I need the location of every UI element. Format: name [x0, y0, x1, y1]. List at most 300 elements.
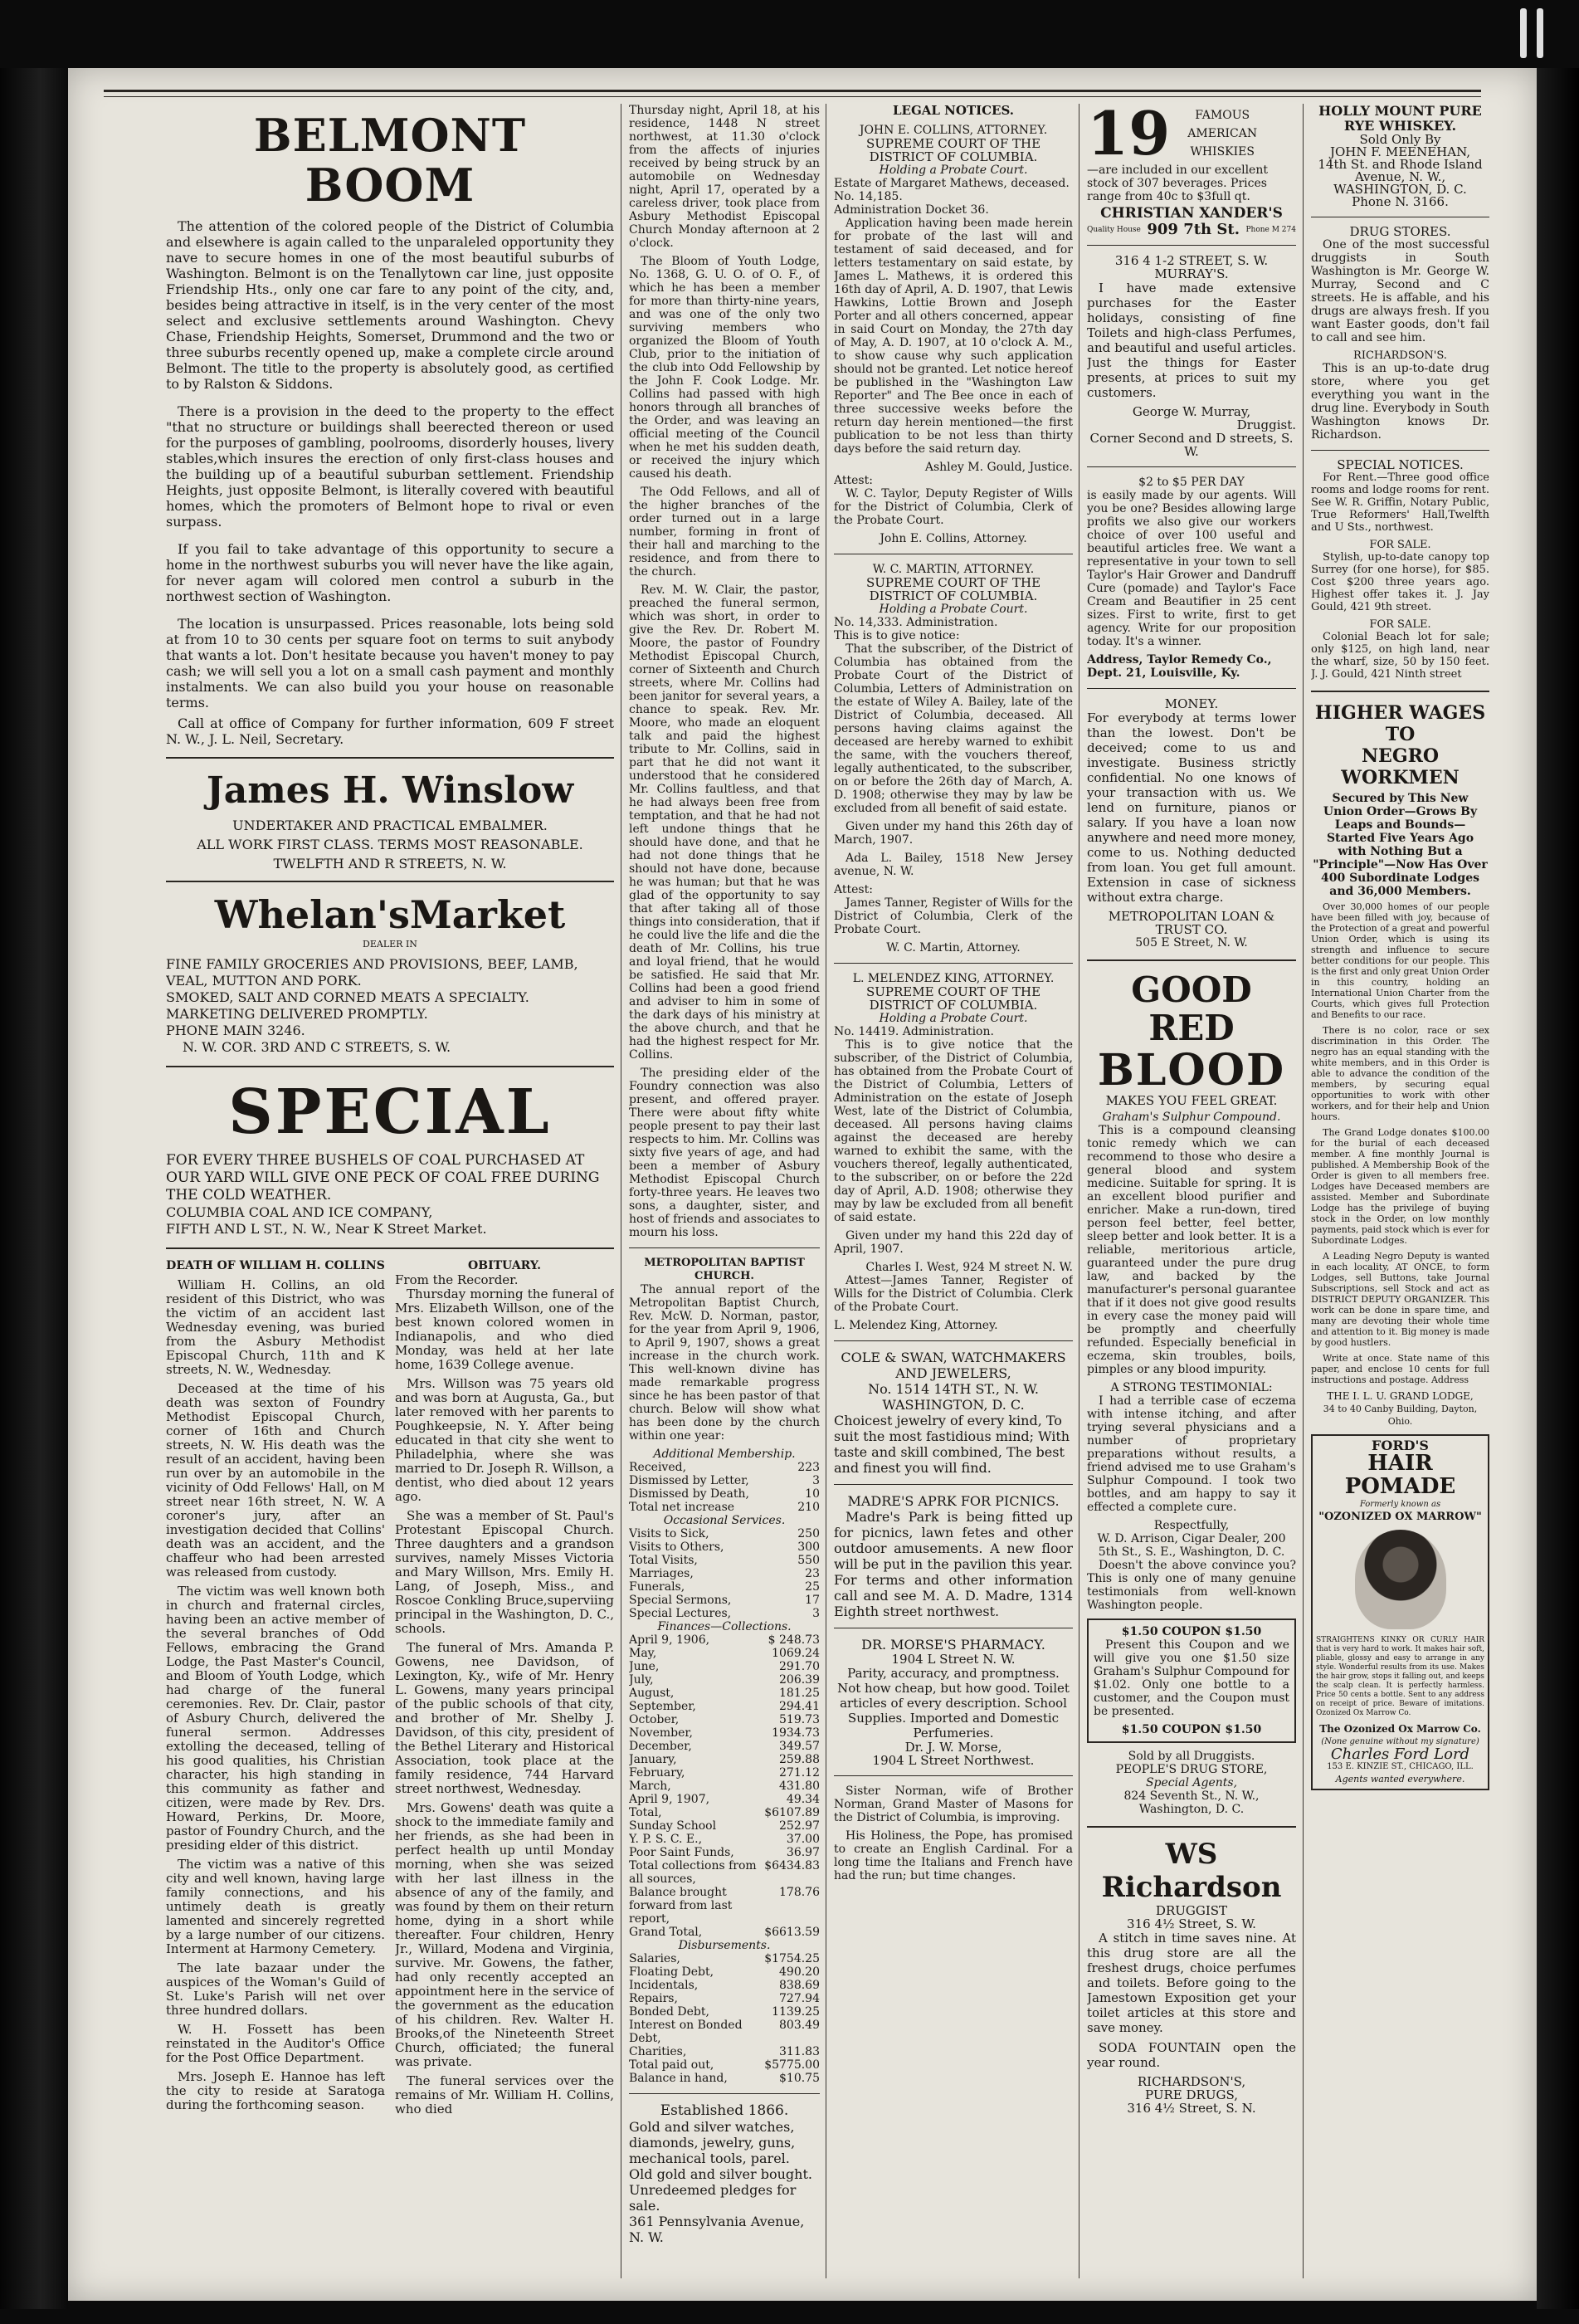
court: SUPREME COURT OF THE DISTRICT OF COLUMBIA.: [865, 984, 1041, 1013]
header-rule: [104, 96, 1481, 97]
attest: Attest:: [834, 474, 873, 487]
row-label: Visits to Others,: [629, 1540, 724, 1554]
divider: [1311, 450, 1489, 451]
collins-article: [166, 1259, 385, 2121]
row-value: 25: [805, 1580, 820, 1594]
row-value: 37.00: [786, 1833, 820, 1846]
divider: [629, 1247, 820, 1248]
row-value: 210: [797, 1501, 820, 1514]
peoples-addr: 824 Seventh St., N. W., Washington, D. C.: [1123, 1789, 1260, 1816]
row-value: 178.76: [779, 1886, 820, 1899]
table-heading: Additional Membership.: [653, 1448, 796, 1461]
wages-name: THE I. L. U. GRAND LODGE,: [1327, 1390, 1474, 1402]
two-column-section: [166, 1259, 614, 2121]
row-label: December,: [629, 1740, 692, 1753]
row-label: Sunday School: [629, 1819, 717, 1833]
column-5: [1311, 104, 1489, 2287]
special-line: FOR EVERY THREE BUSHELS OF COAL PURCHASED AT OUR YARD WILL GIVE ONE PECK OF COAL FREE DURING THE COLD WEATHER.: [166, 1152, 600, 1204]
divider: [1087, 688, 1296, 689]
church-title: METROPOLITAN BAPTIST CHURCH.: [644, 1257, 805, 1282]
coupon-body: Present this Coupon and we will give you one $1.50 size Graham's Sulphur Compound for $1.02. Only one bottle to a customer, and the Coupon must be presented.: [1094, 1638, 1289, 1718]
notice: This is to give notice:: [834, 629, 960, 642]
docket: Administration Docket 36.: [834, 203, 989, 217]
coupon-bottom: $1.50 COUPON $1.50: [1121, 1723, 1262, 1736]
article-para: The funeral services over the remains of Mr. William H. Collins, who died: [395, 2073, 614, 2116]
finances-table: [629, 1633, 820, 1939]
testimonial-body: I had a terrible case of eczema with intense itching, and after trying several physicians and a number of proprietary preparations without results, a friend advised me to use Graham's Sulphur Compound. I took two bottles, and am happy to say it effected a complete cure.: [1087, 1394, 1296, 1514]
table-row: [629, 1501, 820, 1514]
row-label: March,: [629, 1780, 671, 1793]
signature: Charles I. West, 924 M street N. W.: [865, 1261, 1073, 1274]
table-row: [629, 2045, 820, 2058]
pawn-line: Gold and silver watches, diamonds, jewelry, guns, mechanical tools, parel.: [629, 2119, 796, 2166]
table-row: [629, 1527, 820, 1540]
row-label: Total Visits,: [629, 1554, 698, 1567]
brief: Sister Norman, wife of Brother Norman, Grand Master of Masons for the District of Columbia, is improving.: [834, 1784, 1073, 1824]
divider: [834, 963, 1073, 964]
row-label: April 9, 1906,: [629, 1633, 710, 1647]
table-row: [629, 1540, 820, 1554]
row-label: Dismissed by Letter,: [629, 1474, 749, 1487]
row-value: $6434.83: [764, 1859, 820, 1872]
attorney: L. MELENDEZ KING, ATTORNEY.: [852, 972, 1055, 985]
row-label: Visits to Sick,: [629, 1527, 709, 1540]
belmont-para: The attention of the colored people of the District of Columbia and elsewhere is again called to the unparaleled opportunity they nave to secure homes in one of the most beautiful suburbs of Washington. Belmont is on the Tenallytown car line, just opposite Friendship Hts., only one car fare to any point of the city, and, besides being attractive in itself, is in the very center of the most select and exclusive settlements around Washington. Chevy Chase, Friendship Heights, Somerset, Drummond and the two or three suburbs recently opened up, make a complete circle around Belmont. The title to the property is absolutely good, as certified to by Ralston & Siddons.: [166, 218, 614, 392]
pharmacy-addr2: 1904 L Street Northwest.: [872, 1753, 1035, 1768]
table-row: [629, 2058, 820, 2072]
wages-body: The Grand Lodge donates $100.00 for the burial of each deceased member. A fine monthly Journal is published. A Membership Book of the Order is given to all members free. Lodges have Deceased members are assisted. Member and Subordinate Lodge has the privilege of buying stock in the Order, on low monthly payments, paid stock which is ever for Subordinate Lodges.: [1311, 1127, 1489, 1246]
article-para: Mrs. Willson was 75 years old and was born at Augusta, Ga., but later removed with her parents to Poughkeepsie, N. Y. After being educated in that city she went to Philadelphia, where she was married to Dr. Joseph R. Willson, a dentist, who died about 12 years ago.: [395, 1376, 614, 1504]
winslow-line: UNDERTAKER AND PRACTICAL EMBALMER.: [232, 818, 548, 833]
table-row: [629, 1567, 820, 1580]
table-row: [629, 1846, 820, 1859]
park-title: MADRE'S APRK FOR PICNICS.: [847, 1493, 1060, 1509]
row-value: 727.94: [779, 1992, 820, 2005]
pharmacy-body: Parity, accuracy, and promptness. Not how cheap, but how good. Toilet articles of every description. School Supplies. Imported and Domestic Perfumeries.: [837, 1666, 1070, 1741]
belmont-para: If you fail to take advantage of this opportunity to secure a home in the northwest suburbs you will never have the like again, for never agam will colored men control a suburb in the northwest section of Washington.: [166, 541, 614, 604]
blood-title: GOOD RED: [1131, 969, 1252, 1048]
notice-body: That the subscriber, of the District of Columbia has obtained from the Probate Court of the District of Columbia, Letters of Administration on the estate of Wiley A. Bailey, late of the District of Columbia, deceased. All persons having claims against the deceased are hereby warned to exhibit the same, with the vouchers thereof, legally authenticated, to the subscriber, on or before the 26th day of March, A. D. 1908; otherwise they may by law be excluded from all benefit of said estate.: [834, 642, 1073, 815]
row-value: 1934.73: [772, 1726, 820, 1740]
divider: [1311, 691, 1489, 692]
wages-body: Over 30,000 homes of our people have been filled with joy, because of the Protection of a great and powerful Union Order, which is using its strength and influence to secure better conditions for our people. This is the first and only great Union Order in this country, holding an International Union Charter from the Courts, which gives full Protection and Benefits to our race.: [1311, 901, 1489, 1020]
table-row: [629, 1474, 820, 1487]
case-no: No. 14,185.: [834, 190, 903, 203]
article-para: Rev. M. W. Clair, the pastor, preached the funeral sermon, which was short, in order to give the Rev. Dr. Robert M. Moore, the pastor of Foundry Methodist Episcopal Church, corner of Sixteenth and Church streets, where Mr. Collins had been janitor for several years, a chance to speak. Rev. Mr. Moore, who made an eloquent talk and paid the highest tribute to Mr. Collins, said in part that he did not want it understood that he considered Mr. Collins faultless, and that he had always been free from temptation, and that he had not left undone things that he should have done, and that he had not done things that he should not have done, because he was human; but that he was glad of the opportunity to say that after taking all of those things into consideration, that if he could live the life and die the death of Mr. Collins, his true and loyal friend, that he would be satisfied. He said that Mr. Collins had been a good friend and adviser to him in some of the dark days of his ministry at the above church, and that he had the highest respect for Mr. Collins.: [629, 583, 820, 1062]
belmont-title: BELMONT BOOM: [253, 109, 527, 212]
obituary-article: [395, 1259, 614, 2121]
pomade-body: STRAIGHTENS KINKY OR CURLY HAIR that is very hard to work. It makes hair soft, pliable, glossy and easy to arrange in any style. Wonderful results from its use. Makes the hair grow, stops it falling out, and keeps the scalp clean. It is perfectly harmless. Price 50 cents a bottle. Sent to any address on receipt of price. Beware of imitations. Ozonized Ox Marrow Co.: [1316, 1636, 1484, 1717]
row-label: Incidentals,: [629, 1979, 699, 1992]
page-edge: [1537, 68, 1579, 2309]
row-value: 838.69: [779, 1979, 820, 1992]
whiskey-famous: FAMOUS AMERICAN WHISKIES: [1187, 109, 1258, 159]
table-row: [629, 1806, 820, 1819]
row-label: Bonded Debt,: [629, 2005, 709, 2019]
holly-phone: Phone N. 3166.: [1352, 194, 1449, 209]
row-value: 1139.25: [772, 2005, 820, 2019]
clip: [1537, 8, 1543, 58]
table-row: [629, 1687, 820, 1700]
row-label: September,: [629, 1700, 696, 1713]
row-value: 311.83: [779, 2045, 820, 2058]
pomade-ox: "OZONIZED OX MARROW": [1318, 1511, 1482, 1523]
pomade-company: The Ozonized Ox Marrow Co.: [1319, 1723, 1481, 1735]
table-row: [629, 1965, 820, 1979]
divider: [834, 1484, 1073, 1485]
row-label: Repairs,: [629, 1992, 678, 2005]
forsale-body: Stylish, up-to-date canopy top Surrey (for one horse), for $85. Cost $200 three years ago. Highest offer takes it. J. Jay Gould, 421 9th street.: [1311, 551, 1489, 613]
case-no: No. 14419. Administration.: [834, 1025, 994, 1038]
row-label: April 9, 1907,: [629, 1793, 710, 1806]
article-para: Thursday night, April 18, at his residence, 1448 N street northwest, at 11.30 o'clock from the affects of injuries received by being struck by an automobile on Wednesday night, April 17, operated by a careless driver, took place from Asbury Methodist Episcopal Church Monday afternoon at 2 o'clock.: [629, 104, 820, 250]
attorney-sign: W. C. Martin, Attorney.: [886, 941, 1021, 954]
pawn-title: Established 1866.: [660, 2102, 789, 2119]
jeweler-addr: No. 1514 14TH ST., N. W. WASHINGTON, D. C.: [868, 1381, 1039, 1413]
divider: [1087, 466, 1296, 467]
row-label: November,: [629, 1726, 693, 1740]
richardson-soda: SODA FOUNTAIN open the year round.: [1087, 2040, 1296, 2070]
row-label: Balance in hand,: [629, 2072, 728, 2085]
holly-name: JOHN F. MEENEHAN,: [1329, 144, 1471, 159]
article-para: Mrs. Joseph E. Hannoe has left the city to reside at Saratoga during the forthcoming season.: [166, 2069, 385, 2112]
table-row: [629, 1554, 820, 1567]
row-label: Special Lectures,: [629, 1607, 732, 1620]
taylor-addr: Address, Taylor Remedy Co., Dept. 21, Louisville, Ky.: [1087, 653, 1272, 680]
table-row: [629, 1647, 820, 1660]
row-value: 300: [797, 1540, 820, 1554]
attest: Attest:: [834, 883, 873, 896]
row-value: $10.75: [779, 2072, 820, 2085]
pomade-ad: [1311, 1434, 1489, 1790]
divider: [166, 1247, 614, 1249]
notices-title: SPECIAL NOTICES.: [1337, 457, 1464, 472]
richardson-addr2: 316 4½ Street, S. N.: [1127, 2101, 1256, 2116]
membership-table: [629, 1461, 820, 1514]
murray-corner: Corner Second and D streets, S. W.: [1089, 431, 1294, 459]
disbursements-table: [629, 1952, 820, 2085]
wages-sub: Secured by This New Union Order—Grows By Leaps and Bounds—Started Five Years Ago with Nothing But a "Principle"—Now Has Over 400 Subordinate Lodges and 36,000 Members.: [1313, 792, 1488, 898]
pomade-title: FORD'S: [1372, 1438, 1429, 1453]
row-value: 181.25: [779, 1687, 820, 1700]
given: Given under my hand this 22d day of April, 1907.: [834, 1229, 1073, 1256]
table-row: [629, 1461, 820, 1474]
taylor-head: $2 to $5 PER DAY: [1138, 476, 1245, 489]
article-para: Mrs. Gowens' death was quite a shock to the immediate family and her friends, as she had been in perfect health up until Monday morning, when she was seized with her last illness in the absence of any of the family, and was found by them on their return home, dying in a short while thereafter. Four children, Henry Jr., Willard, Modena and Virginia, survive. Mr. Gowens, the father, had only recently accepted an appointment here in the service of the government as the education of his children. Rev. Walter H. Brooks,of the Nineteenth Street Church, officiated; the funeral was private.: [395, 1800, 614, 2069]
article-para: The victim was a native of this city and well known, having large family connections, and his untimely death is greatly lamented and sincerely regretted by a large number of our citizens. Interment at Harmony Cemetery.: [166, 1857, 385, 1956]
pharmacy-title: DR. MORSE'S PHARMACY.: [861, 1637, 1045, 1653]
row-value: 349.57: [779, 1740, 820, 1753]
row-label: Total net increase: [629, 1501, 735, 1514]
whelan-line: PHONE MAIN 3246.: [166, 1023, 305, 1038]
row-label: Grand Total,: [629, 1926, 703, 1939]
taylor-body: is easily made by our agents. Will you be one? Besides allowing large profits we also give our workers choice of over 100 useful and beautiful articles free. We want a representative in your town to sell Taylor's Hair Grower and Dandruff Cure (pomade) and Taylor's Face Cream and Beautifier in 25 cent sizes. First to write, first to get agency. Write for our proposition today. It's a winner.: [1087, 489, 1296, 648]
article-para: The presiding elder of the Foundry connection was also present, and offered prayer. There were about fifty white people present to pay their last respects to him. Mr. Collins was sixty five years of age, and had been a member of Asbury Methodist Episcopal Church forty-three years. He leaves two sons, a daughter, sister, and host of friends and associates to mourn his loss.: [629, 1067, 820, 1239]
pomade-agents: Agents wanted everywhere.: [1335, 1774, 1465, 1784]
park-body: Madre's Park is being fitted up for picnics, lawn fetes and other outdoor amusements. A new floor will be put in the pavilion this year. For terms and other information call and see M. A. D. Madre, 1314 Eighth street northwest.: [834, 1509, 1073, 1619]
winslow-title: James H. Winslow: [206, 769, 574, 812]
whiskey-footer: [1087, 223, 1296, 237]
row-label: Dismissed by Death,: [629, 1487, 749, 1501]
table-row: [629, 1819, 820, 1833]
table-row: [629, 1766, 820, 1780]
table-row: [629, 1607, 820, 1620]
portrait-image: [1355, 1530, 1446, 1629]
row-value: 206.39: [779, 1673, 820, 1687]
whiskey-body: —are included in our excellent stock of 307 beverages. Prices range from 40c to $3full qt.: [1087, 164, 1268, 203]
services-table: [629, 1527, 820, 1620]
row-value: 250: [797, 1527, 820, 1540]
whelan-line: SMOKED, SALT AND CORNED MEATS A SPECIALTY.: [166, 989, 529, 1005]
row-label: Total paid out,: [629, 2058, 714, 2072]
quality-house: Quality House: [1087, 226, 1141, 234]
table-row: [629, 1753, 820, 1766]
forsale-title: FOR SALE.: [1369, 618, 1431, 631]
wages-body: A Leading Negro Deputy is wanted in each locality, AT ONCE, to form Lodges, sell Buttons, take Journal Subscriptions, sell Stock and act as DISTRICT DEPUTY ORGANIZER. This work can be done in spare time, and many are devoting their whole time and attention to it. Big money is made by good hustlers.: [1311, 1251, 1489, 1348]
coupon-top: $1.50 COUPON $1.50: [1121, 1625, 1262, 1638]
register: W. C. Taylor, Deputy Register of Wills for the District of Columbia, Clerk of the Probate Court.: [834, 487, 1073, 527]
row-value: $ 248.73: [768, 1633, 820, 1647]
money-title: MONEY.: [1164, 696, 1219, 711]
pawn-line: Unredeemed pledges for sale.: [629, 2182, 797, 2214]
row-label: Floating Debt,: [629, 1965, 714, 1979]
drug-title: DRUG STORES.: [1349, 224, 1451, 239]
table-heading: Occasional Services.: [663, 1514, 786, 1527]
murray-name: MURRAY'S.: [1154, 266, 1229, 281]
row-label: Received,: [629, 1461, 687, 1474]
pomade-formerly: Formerly known as: [1359, 1500, 1441, 1509]
row-value: $6613.59: [764, 1926, 820, 1939]
row-value: 1069.24: [772, 1647, 820, 1660]
pomade-signature: Charles Ford Lord: [1330, 1745, 1470, 1763]
sold-by: Sold by all Druggists.: [1128, 1750, 1255, 1763]
row-label: June,: [629, 1660, 660, 1673]
table-row: [629, 1700, 820, 1713]
special-line: FIFTH AND L ST., N. W., Near K Street Market.: [166, 1221, 487, 1237]
testimonial-title: A STRONG TESTIMONIAL:: [1110, 1381, 1273, 1394]
table-row: [629, 1926, 820, 1939]
table-row: [629, 1793, 820, 1806]
row-label: Funerals,: [629, 1580, 685, 1594]
signature: Ada L. Bailey, 1518 New Jersey avenue, N. W.: [834, 852, 1073, 878]
table-row: [629, 1726, 820, 1740]
winslow-line: ALL WORK FIRST CLASS. TERMS MOST REASONABLE.: [197, 837, 583, 852]
whiskey-ad: [1087, 104, 1296, 168]
divider: [166, 1066, 614, 1067]
divider: [166, 757, 614, 759]
holly-sold: Sold Only By: [1359, 132, 1441, 147]
case-no: No. 14,333. Administration.: [834, 616, 998, 629]
attorney: W. C. MARTIN, ATTORNEY.: [872, 563, 1035, 576]
whiskey-phone: Phone M 274: [1245, 226, 1296, 234]
pawn-line: Old gold and silver bought.: [629, 2166, 812, 2182]
table-row: [629, 1713, 820, 1726]
row-value: 291.70: [779, 1660, 820, 1673]
wages-title: NEGRO WORKMEN: [1341, 745, 1460, 788]
given: Given under my hand this 26th day of March, 1907.: [834, 820, 1073, 847]
divider: [629, 2093, 820, 2094]
row-value: $6107.89: [764, 1806, 820, 1819]
table-row: [629, 1833, 820, 1846]
article-para: W. H. Fossett has been reinstated in the Auditor's Office for the Post Office Department.: [166, 2022, 385, 2065]
table-row: [629, 1487, 820, 1501]
row-value: $5775.00: [764, 2058, 820, 2072]
richardson-pure: PURE DRUGS,: [1145, 2087, 1238, 2102]
row-label: Total collections from all sources,: [629, 1859, 757, 1886]
row-value: 10: [805, 1487, 820, 1501]
row-label: Special Sermons,: [629, 1594, 732, 1607]
whiskey-name: CHRISTIAN XANDER'S: [1100, 205, 1283, 222]
whelan-title: Whelan'sMarket: [214, 892, 566, 937]
notice-body: This is to give notice that the subscriber, of the District of Columbia, has obtained from the Probate Court of the District of Columbia, Letters of Administration on the estate of Joseph West, late of the District of Columbia, deceased. All persons having claims against the deceased are hereby warned to exhibit the same, with the vouchers thereof, legally authenticated, to the subscriber, on or before the 22d day of April, A.D. 1908; otherwise they may by law be excluded from all benefit of said estate.: [834, 1038, 1073, 1224]
row-label: Balance brought forward from last report,: [629, 1886, 733, 1926]
money-name: METROPOLITAN LOAN & TRUST CO.: [1108, 909, 1275, 937]
table-row: [629, 1660, 820, 1673]
divider: [1087, 245, 1296, 246]
table-row: [629, 1979, 820, 1992]
whelan-line: N. W. COR. 3RD AND C STREETS, S. W.: [183, 1039, 451, 1055]
row-value: 3: [812, 1474, 820, 1487]
column-3: [834, 104, 1073, 2287]
holding: Holding a Probate Court.: [879, 603, 1028, 616]
row-value: 294.41: [779, 1700, 820, 1713]
article-title: OBITUARY.: [468, 1259, 541, 1272]
holly-city: WASHINGTON, D. C.: [1333, 182, 1467, 197]
testimonial-resp: Respectfully,: [1153, 1519, 1230, 1532]
row-label: Charities,: [629, 2045, 687, 2058]
row-value: 271.12: [779, 1766, 820, 1780]
money-body: For everybody at terms lower than the lowest. Don't be deceived; come to us and investigate. Business strictly confidential. No one knows of your transaction with us. We lend on furniture, pianos or salary. If you have a loan now anywhere and need more money, come to us. Nothing deducted from loan. You get full amount. Extension in case of sickness without extra charge.: [1087, 710, 1296, 905]
holly-title: HOLLY MOUNT PURE RYE WHISKEY.: [1318, 104, 1482, 134]
row-value: 550: [797, 1554, 820, 1567]
richardson-name: RICHARDSON'S,: [1137, 2074, 1246, 2089]
row-value: 223: [797, 1461, 820, 1474]
register: James Tanner, Register of Wills for the District of Columbia, Clerk of the Probate Court.: [834, 896, 1073, 936]
row-value: 23: [805, 1567, 820, 1580]
drug-body: One of the most successful druggists in South Washington is Mr. George W. Murray, Second and C streets. He is affable, and his drugs are always fresh. If you want Easter goods, don't fail to call and see him.: [1311, 238, 1489, 344]
special-line: COLUMBIA COAL AND ICE COMPANY,: [166, 1204, 433, 1220]
pharmacy-name: Dr. J. W. Morse,: [904, 1740, 1002, 1755]
jeweler-title: COLE & SWAN, WATCHMAKERS AND JEWELERS,: [841, 1350, 1066, 1381]
row-label: May,: [629, 1647, 657, 1660]
richardson-addr: 316 4½ Street, S. W.: [1127, 1916, 1256, 1931]
row-value: 3: [812, 1607, 820, 1620]
row-value: 490.20: [779, 1965, 820, 1979]
murray-addr: 316 4 1-2 STREET, S. W.: [1114, 253, 1269, 268]
wages-body: There is no color, race or sex discrimination in this Order. The negro has an equal standing with the white members, and in this Order is able to advance the condition of the members, by securing equal opportunities to work with other workers, and for their help and Union hours.: [1311, 1025, 1489, 1122]
row-label: Marriages,: [629, 1567, 694, 1580]
article-para: The funeral of Mrs. Amanda P. Gowens, nee Davidson, of Lexington, Ky., wife of Mr. Henry L. Gowens, many years principal of the public schools of that city, and brother of Mr. Shelby J. Davidson, of this city, president of the Bethel Literary and Historical Association, took place at the family residence, 744 Harvard street northwest, Wednesday.: [395, 1640, 614, 1796]
article-para: She was a member of St. Paul's Protestant Episcopal Church. Three daughters and a grandson survives, namely Misses Victoria and Mary Willson, Mrs. Emily H. Lang, of Joseph, Miss., and Roscoe Conkling Bruce,superviing principal in the Washington, D. C., schools.: [395, 1508, 614, 1636]
murray-sign: George W. Murray,: [1132, 404, 1251, 419]
article-para: The victim was well known both in church and fraternal circles, having been an active member of the several branches of Odd Fellows, embracing the Grand Lodge, the Past Master's Council, and Bloom of Youth Lodge, which had charge of the funeral ceremonies. Rev. Dr. Clair, pastor of Asbury Church, delivered the funeral sermon. Addresses extolling the deceased, telling of his good qualities, his Christian character, his high standing in this community as father and citizen, were made by Rev. Drs. Howard, Perkins, Dr. Moore, pastor of Foundry Church, and the presiding elder of this district.: [166, 1584, 385, 1853]
table-row: [629, 2072, 820, 2085]
row-value: 519.73: [779, 1713, 820, 1726]
table-row: [629, 2005, 820, 2019]
special-title: SPECIAL: [228, 1077, 552, 1148]
peoples-agents: Special Agents,: [1145, 1776, 1238, 1789]
holding: Holding a Probate Court.: [879, 164, 1028, 177]
row-label: Y. P. S. C. E.,: [629, 1833, 703, 1846]
table-row: [629, 1673, 820, 1687]
header-rule: [104, 90, 1481, 92]
pharmacy-addr: 1904 L Street N. W.: [891, 1652, 1016, 1667]
divider: [834, 1340, 1073, 1341]
divider: [834, 1775, 1073, 1776]
row-value: $1754.25: [764, 1952, 820, 1965]
pomade-title: HAIR POMADE: [1344, 1451, 1456, 1499]
row-label: Interest on Bonded Debt,: [629, 2019, 743, 2045]
notices-body: For Rent.—Three good office rooms and lodge rooms for rent. See W. R. Griffin, Notary Public, True Reformers' Hall,Twelfth and U Sts., northwest.: [1311, 471, 1489, 534]
table-row: [629, 1780, 820, 1793]
whelan-dealer: DEALER IN: [363, 939, 417, 950]
row-label: February,: [629, 1766, 685, 1780]
richardson-body: A stitch in time saves nine. At this drug store are all the freshest drugs, choice perfumes and toilets. Before going to the Jamestown Exposition get your toilet articles at this store and save money.: [1087, 1931, 1296, 2035]
table-row: [629, 1740, 820, 1753]
article-para: The late bazaar under the auspices of the Woman's Guild of St. Luke's Parish will net over three hundred dollars.: [166, 1960, 385, 2018]
whiskey-number: 19: [1087, 104, 1171, 168]
row-label: October,: [629, 1713, 680, 1726]
row-value: 431.80: [779, 1780, 820, 1793]
attorney-sign: John E. Collins, Attorney.: [880, 532, 1027, 545]
row-label: Poor Saint Funds,: [629, 1846, 734, 1859]
coupon[interactable]: [1087, 1618, 1296, 1743]
richardson-druggist: DRUGGIST: [1155, 1903, 1228, 1918]
wages-title: HIGHER WAGES TO: [1314, 702, 1486, 745]
peoples-name: PEOPLE'S DRUG STORE,: [1115, 1763, 1268, 1776]
court: SUPREME COURT OF THE DISTRICT OF COLUMBIA.: [865, 575, 1041, 603]
jeweler-verse: Choicest jewelry of every kind, To suit the most fastidious mind; With taste and skill combined, The best and finest you will find.: [834, 1413, 1070, 1476]
notice-body: Application having been made herein for probate of the last will and testament of said deceased, and for letters testamentary on said estate, by James L. Mathews, it is ordered this 16th day of April, A. D. 1907, that Lewis Hawkins, Lottie Brown and Joseph Porter and all others concerned, appear in said Court on Monday, the 27th day of May, A. D. 1907, at 10 o'clock A. M., to show cause why such application should not be granted. Let notice hereof be published in the "Washington Law Reporter" and The Bee once in each of three successive weeks before the return day herein mentioned—the first publication to be not less than thirty days before the said return day.: [834, 217, 1073, 456]
attest: Attest—James Tanner, Register of Wills for the District of Columbia. Clerk of the Probate Court.: [834, 1274, 1073, 1314]
article-para: Deceased at the time of his death was sexton of Foundry Methodist Episcopal Church, corner of 16th and Church streets, N. W. His death was the result of an accident, having been run over by an automobile in the vicinity of Odd Fellows' Hall, on M street near 16th street, N. W. A coroner's jury, after an investigation decided that Collins' death was an accident, and the chaffeur who had been arrested was released from custody.: [166, 1381, 385, 1579]
pawn-line: 361 Pennsylvania Avenue, N. W.: [629, 2214, 805, 2245]
table-heading: Finances—Collections.: [657, 1620, 792, 1633]
column-rule: [1303, 104, 1304, 2278]
court: SUPREME COURT OF THE DISTRICT OF COLUMBIA.: [865, 136, 1041, 164]
divider: [1087, 1826, 1296, 1828]
blood-compound: Graham's Sulphur Compound.: [1102, 1111, 1281, 1124]
row-label: Salaries,: [629, 1952, 680, 1965]
table-row: [629, 1859, 820, 1886]
article-para: The Odd Fellows, and all of the higher branches of the order turned out in a large number, forming in front of their hall and marching to the residence, and from there to the church.: [629, 486, 820, 579]
legal-title: LEGAL NOTICES.: [892, 104, 1015, 118]
estate: Estate of Margaret Mathews, deceased.: [834, 177, 1070, 190]
murray-druggist: Druggist.: [1236, 417, 1296, 432]
richardson-title: WS Richardson: [1101, 1838, 1282, 1904]
money-addr: 505 E Street, N. W.: [1135, 936, 1248, 950]
article-title: DEATH OF WILLIAM H. COLLINS: [166, 1259, 385, 1272]
wages-addr: 34 to 40 Canby Building, Dayton, Ohio.: [1323, 1404, 1478, 1427]
book-binding: [0, 68, 68, 2309]
table-heading: Disbursements.: [678, 1939, 771, 1952]
row-label: January,: [629, 1753, 677, 1766]
whiskey-addr: 909 7th St.: [1147, 221, 1240, 238]
testimonial-name: W. D. Arrison, Cigar Dealer, 200 5th St., S. E., Washington, D. C.: [1097, 1532, 1286, 1559]
row-value: 803.49: [779, 2019, 820, 2032]
table-row: [629, 1594, 820, 1607]
table-row: [629, 1952, 820, 1965]
table-row: [629, 2019, 820, 2045]
wages-write: Write at once. State name of this paper, and enclose 10 cents for full instructions and postage. Address: [1311, 1353, 1489, 1385]
row-label: August,: [629, 1687, 675, 1700]
blood-sub: MAKES YOU FEEL GREAT.: [1105, 1093, 1278, 1108]
pomade-addr: 153 E. KINZIE ST., CHICAGO, ILL.: [1327, 1762, 1474, 1771]
table-row: [629, 1633, 820, 1647]
article-para: Thursday morning the funeral of Mrs. Elizabeth Willson, one of the best known colored women in Indianapolis, and who died Monday, was held at her late home, 1639 College avenue.: [395, 1286, 614, 1372]
forsale-body: Colonial Beach lot for sale; only $125, on high land, near the wharf, size, 50 by 150 feet. J. J. Gould, 421 Ninth street: [1311, 631, 1489, 681]
belmont-para: Call at office of Company for further information, 609 F street N. W., J. L. Neil, Secretary.: [166, 715, 614, 747]
